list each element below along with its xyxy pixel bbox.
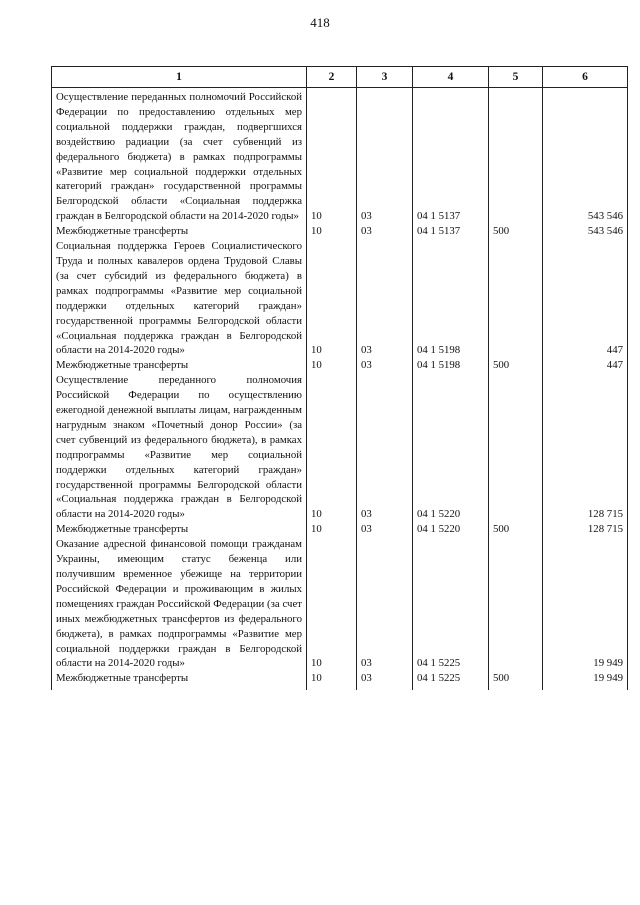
column-header-4: 4: [413, 67, 489, 88]
row-description: Социальная поддержка Героев Социалистического Труда и полных кавалеров ордена Трудовой Славы (за счет субсидий из федерального бюджета) в рамках подпрограммы «Развитие мер социальной поддержки отдельных категорий граждан» государственной программы Белгородской области «Социальная поддержка граждан в Белгородской области на 2014-2020 годы»: [52, 239, 307, 358]
row-expense-type: [489, 373, 543, 522]
row-target-article: 04 1 5220: [413, 373, 489, 522]
table-header-row: [52, 67, 628, 88]
row-description: Осуществление переданного полномочия Российской Федерации по осуществлению ежегодной денежной выплаты лицам, награжденным нагрудным знаком «Почетный донор России» (за счет субвенций из федерального бюджета), в рамках подпрограммы «Развитие мер социальной поддержки отдельных категорий граждан» государственной программы Белгородской области «Социальная поддержка граждан в Белгородской области на 2014-2020 годы»: [52, 373, 307, 522]
row-description: Межбюджетные трансферты: [52, 522, 307, 537]
table-row: [52, 224, 628, 239]
column-header-5: 5: [489, 67, 543, 88]
budget-table: [51, 66, 628, 690]
table-row: [52, 358, 628, 373]
row-amount: 19 949: [543, 671, 628, 686]
row-description: Межбюджетные трансферты: [52, 224, 307, 239]
row-target-article: 04 1 5137: [413, 88, 489, 225]
column-header-2: 2: [307, 67, 357, 88]
row-subsection-code: 03: [357, 358, 413, 373]
row-amount: 128 715: [543, 522, 628, 537]
row-expense-type: 500: [489, 224, 543, 239]
row-amount: 447: [543, 358, 628, 373]
row-section-code: 10: [307, 358, 357, 373]
row-description: Межбюджетные трансферты: [52, 671, 307, 686]
row-target-article: 04 1 5198: [413, 239, 489, 358]
row-subsection-code: 03: [357, 537, 413, 671]
row-section-code: 10: [307, 373, 357, 522]
row-section-code: 10: [307, 224, 357, 239]
row-subsection-code: 03: [357, 239, 413, 358]
page-number: 418: [310, 15, 330, 30]
row-expense-type: 500: [489, 671, 543, 686]
row-subsection-code: 03: [357, 671, 413, 686]
row-subsection-code: 03: [357, 373, 413, 522]
row-expense-type: [489, 88, 543, 225]
row-expense-type: [489, 239, 543, 358]
row-amount: 19 949: [543, 537, 628, 671]
table-row: [52, 88, 628, 225]
row-target-article: 04 1 5198: [413, 358, 489, 373]
table-row: [52, 671, 628, 686]
row-amount: 447: [543, 239, 628, 358]
row-target-article: 04 1 5137: [413, 224, 489, 239]
row-amount: 543 546: [543, 88, 628, 225]
row-target-article: 04 1 5220: [413, 522, 489, 537]
row-expense-type: [489, 537, 543, 671]
row-subsection-code: 03: [357, 88, 413, 225]
column-header-3: 3: [357, 67, 413, 88]
table-bottom-spacer: [52, 686, 628, 690]
row-expense-type: 500: [489, 358, 543, 373]
row-amount: 128 715: [543, 373, 628, 522]
row-target-article: 04 1 5225: [413, 537, 489, 671]
row-description: Межбюджетные трансферты: [52, 358, 307, 373]
column-header-6: 6: [543, 67, 628, 88]
row-subsection-code: 03: [357, 224, 413, 239]
column-header-1: 1: [52, 67, 307, 88]
table-row: [52, 239, 628, 358]
row-section-code: 10: [307, 239, 357, 358]
row-amount: 543 546: [543, 224, 628, 239]
row-section-code: 10: [307, 88, 357, 225]
row-description: Оказание адресной финансовой помощи гражданам Украины, имеющим статус беженца или получившим временное убежище на территории Российской Федерации и проживающим в жилых помещениях граждан Российской Федерации (за счет иных межбюджетных трансфертов из федерального бюджета), в рамках подпрограммы «Развитие мер социальной поддержки граждан в Белгородской области на 2014-2020 годы»: [52, 537, 307, 671]
table-row: [52, 537, 628, 671]
row-section-code: 10: [307, 522, 357, 537]
row-subsection-code: 03: [357, 522, 413, 537]
row-section-code: 10: [307, 671, 357, 686]
table-row: [52, 373, 628, 522]
table-row: [52, 522, 628, 537]
row-section-code: 10: [307, 537, 357, 671]
row-description: Осуществление переданных полномочий Российской Федерации по предоставлению отдельных мер социальной поддержки граждан, подвергшихся воздействию радиации (за счет субвенций из федерального бюджета) в рамках подпрограммы «Развитие мер социальной поддержки отдельных категорий граждан» государственной программы Белгородской области «Социальная поддержка граждан в Белгородской области на 2014-2020 годы»: [52, 88, 307, 225]
row-target-article: 04 1 5225: [413, 671, 489, 686]
row-expense-type: 500: [489, 522, 543, 537]
